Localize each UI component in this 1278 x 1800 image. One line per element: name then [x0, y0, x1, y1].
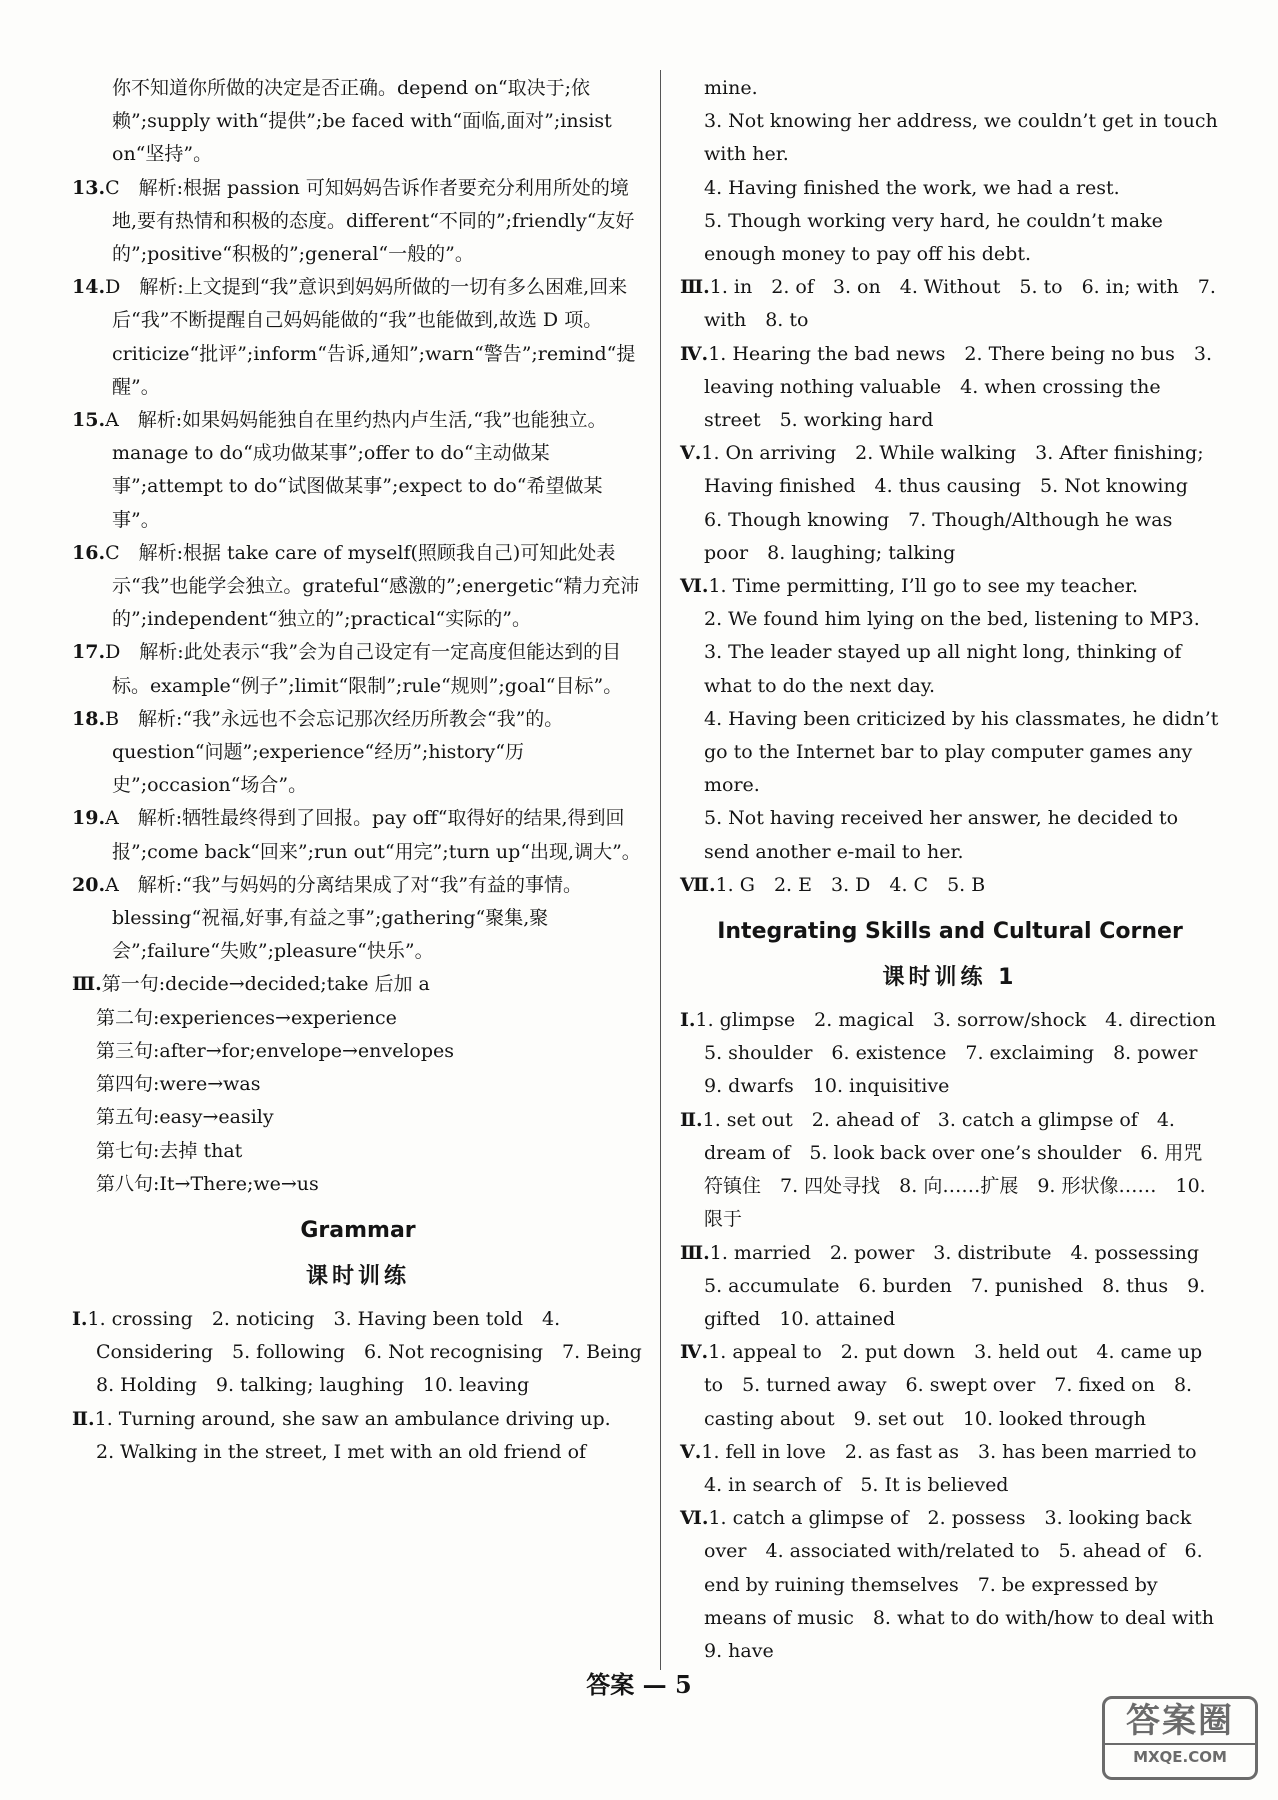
correction-text: 第一句:decide→decided;take 后加 a — [101, 973, 430, 996]
grammar-part-5-text: 1. On arriving 2. While walking 3. After finishing; Having finished 4. thus causing 5. Not knowing 6. Though knowing 7. Though/Although he was poor 8. laughing; talking — [701, 442, 1207, 564]
section-label: Ⅶ. — [680, 873, 716, 896]
watermark-logo — [1102, 1696, 1258, 1780]
grammar-part-2-line: 3. Not knowing her address, we couldn’t get in touch with her. — [704, 110, 1218, 166]
intro-text: 你不知道你所做的决定是否正确。depend on“取决于;依赖”;supply with“提供”;be faced with“面临,面对”;insist on“坚持”。 — [112, 77, 612, 166]
answer-entry-17 — [72, 636, 644, 702]
grammar-part-6-line: 3. The leader stayed up all night long, thinking of what to do the next day. — [704, 641, 1182, 697]
left-column — [72, 72, 661, 1469]
grammar-part-6-line: 2. We found him lying on the bed, listening to MP3. — [704, 608, 1200, 631]
grammar-part-6-line: 4. Having been criticized by his classmates, he didn’t go to the Internet bar to play computer games any more. — [704, 707, 1219, 797]
section-label: Ⅱ. — [680, 1108, 703, 1131]
correction-line: 第五句:easy→easily — [96, 1106, 274, 1129]
grammar-part-2-line: mine. — [704, 77, 758, 99]
answer-entry-15 — [72, 404, 644, 537]
answer-text: C 解析:根据 take care of myself(照顾我自己)可知此处表示“我”也能学会独立。grateful“感激的”;energetic“精力充沛的”;independent“独立的”;practical“实际的”。 — [105, 541, 640, 631]
correction-line — [72, 968, 644, 1001]
right-column — [680, 72, 1235, 1668]
answer-number: 15. — [72, 409, 106, 432]
grammar-part-2-line: 4. Having finished the work, we had a rest. — [704, 176, 1120, 199]
answer-number: 16. — [72, 541, 106, 564]
grammar-title: Grammar — [300, 1217, 416, 1243]
grammar-part-1 — [72, 1303, 661, 1403]
answer-entry-19 — [72, 802, 644, 868]
grammar-part-1-text: 1. crossing 2. noticing 3. Having been told 4. Considering 5. following 6. Not recognising 7. Being 8. Holding 9. talking; laughing 10. leaving — [87, 1307, 661, 1397]
grammar-part-7 — [680, 869, 1220, 902]
answer-entry-20 — [72, 869, 644, 969]
watermark-line-1: 答案圈 — [1126, 1701, 1234, 1741]
section-label: Ⅲ. — [680, 1241, 710, 1264]
grammar-part-2-line: 2. Walking in the street, I met with an old friend of — [96, 1440, 587, 1463]
grammar-part-3-text: 1. in 2. of 3. on 4. Without 5. to 6. in; with 7. with 8. to — [704, 276, 1216, 332]
correction-line: 第四句:were→was — [96, 1073, 261, 1096]
isc-part-5 — [680, 1436, 1220, 1502]
section-label: Ⅴ. — [680, 1440, 702, 1463]
answer-number: 19. — [72, 807, 106, 830]
grammar-part-2 — [72, 1403, 644, 1436]
answer-number: 18. — [72, 707, 106, 730]
column-divider — [660, 70, 661, 1670]
answer-text: C 解析:根据 passion 可知妈妈告诉作者要充分利用所处的境地,要有热情和积极的态度。different“不同的”;friendly“友好的”;positive“积极的”;general“一般的”。 — [105, 176, 635, 266]
answer-number: 14. — [72, 276, 106, 299]
isc-subtitle: 课时训练 1 — [882, 965, 1018, 991]
answer-text: A 解析:“我”与妈妈的分离结果成了对“我”有益的事情。blessing“祝福,好事,有益之事”;gathering“聚集,聚会”;failure“失败”;pleasure“快乐”。 — [105, 873, 583, 963]
isc-part-4-text: 1. appeal to 2. put down 3. held out 4. came up to 5. turned away 6. swept over 7. fixed on 8. casting about 9. set out 10. looked through — [704, 1341, 1203, 1430]
section-label: Ⅲ. — [72, 973, 102, 996]
answer-text: A 解析:如果妈妈能独自在里约热内卢生活,“我”也能独立。manage to do“成功做某事”;offer to do“主动做某事”;attempt to do“试图做某事”;expect to do“希望做某事”。 — [105, 409, 607, 531]
section-label: Ⅱ. — [72, 1407, 95, 1430]
correction-line: 第三句:after→for;envelope→envelopes — [96, 1039, 455, 1062]
section-label: Ⅵ. — [680, 575, 709, 598]
isc-part-2-text: 1. set out 2. ahead of 3. catch a glimpse of 4. dream of 5. look back over one’s shoulder 6. 用咒符镇住 7. 四处寻找 8. 向……扩展 9. 形状像…… 10. 限于 — [702, 1108, 1206, 1231]
grammar-part-6 — [680, 570, 1220, 603]
watermark-line-2: MXQE.COM — [1105, 1743, 1255, 1769]
section-label: Ⅰ. — [72, 1307, 88, 1330]
answer-entry-16 — [72, 537, 644, 637]
section-label: Ⅲ. — [680, 276, 710, 299]
isc-part-1-text: 1. glimpse 2. magical 3. sorrow/shock 4. direction 5. shoulder 6. existence 7. exclaiming 8. power 9. dwarfs 10. inquisitive — [695, 1009, 1235, 1098]
answer-text: D 解析:此处表示“我”会为自己设定有一定高度但能达到的目标。example“例子”;limit“限制”;rule“规则”;goal“目标”。 — [105, 641, 623, 697]
section-label: Ⅳ. — [680, 1341, 709, 1364]
section-label: Ⅳ. — [680, 342, 709, 365]
correction-line: 第二句:experiences→experience — [96, 1006, 397, 1029]
answer-entry-14 — [72, 271, 644, 404]
isc-part-4 — [680, 1336, 1220, 1436]
answer-entry-18 — [72, 703, 644, 803]
isc-part-2 — [680, 1104, 1220, 1237]
isc-part-6 — [680, 1502, 1234, 1668]
isc-part-5-text: 1. fell in love 2. as fast as 3. has been married to 4. in search of 5. It is believed — [701, 1440, 1216, 1496]
grammar-part-2-line: 1. Turning around, she saw an ambulance driving up. — [94, 1407, 611, 1430]
grammar-subtitle: 课时训练 — [305, 1263, 410, 1289]
answer-text: B 解析:“我”永远也不会忘记那次经历所教会“我”的。question“问题”;experience“经历”;history“历史”;occasion“场合”。 — [105, 707, 564, 797]
grammar-part-4-text: 1. Hearing the bad news 2. There being no bus 3. leaving nothing valuable 4. when crossing the street 5. working hard — [704, 342, 1213, 432]
answer-text: A 解析:牺牲最终得到了回报。pay off“取得好的结果,得到回报”;come back“回来”;run out“用完”;turn up“出现,调大”。 — [105, 807, 641, 863]
grammar-part-6-line: 1. Time permitting, I’ll go to see my teacher. — [708, 575, 1139, 598]
grammar-part-3 — [680, 271, 1220, 337]
grammar-part-4 — [680, 338, 1220, 438]
answer-number: 13. — [72, 176, 106, 199]
correction-line: 第七句:去掉 that — [96, 1139, 243, 1162]
correction-line: 第八句:It→There;we→us — [96, 1172, 319, 1195]
grammar-part-7-text: 1. G 2. E 3. D 4. C 5. B — [715, 873, 986, 896]
section-label: Ⅰ. — [680, 1009, 696, 1032]
isc-title: Integrating Skills and Cultural Corner — [717, 919, 1183, 945]
grammar-part-5 — [680, 437, 1220, 570]
answer-entry-13 — [72, 172, 644, 272]
grammar-part-2-line: 5. Though working very hard, he couldn’t make enough money to pay off his debt. — [704, 209, 1163, 266]
isc-part-1 — [680, 1004, 1235, 1104]
answer-number: 17. — [72, 641, 106, 664]
page-number: 答案 — 5 — [586, 1670, 692, 1699]
section-label: Ⅵ. — [680, 1507, 709, 1530]
grammar-part-6-line: 5. Not having received her answer, he decided to send another e-mail to her. — [704, 807, 1179, 863]
answer-text: D 解析:上文提到“我”意识到妈妈所做的一切有多么困难,回来后“我”不断提醒自己妈妈能做的“我”也能做到,故选 D 项。criticize“批评”;inform“告诉,通知”;warn“警告”;remind“提醒”。 — [105, 276, 636, 398]
isc-part-3 — [680, 1237, 1220, 1337]
section-label: Ⅴ. — [680, 442, 702, 465]
corrections-section — [72, 968, 644, 1200]
isc-part-3-text: 1. married 2. power 3. distribute 4. possessing 5. accumulate 6. burden 7. punished 8. thus 9. gifted 10. attained — [704, 1241, 1219, 1330]
isc-part-6-text: 1. catch a glimpse of 2. possess 3. looking back over 4. associated with/related to 5. ahead of 6. end by ruining themselves 7. be expressed by means of music 8. what to do with/how to deal with 9. have — [704, 1507, 1234, 1662]
answer-number: 20. — [72, 873, 106, 896]
